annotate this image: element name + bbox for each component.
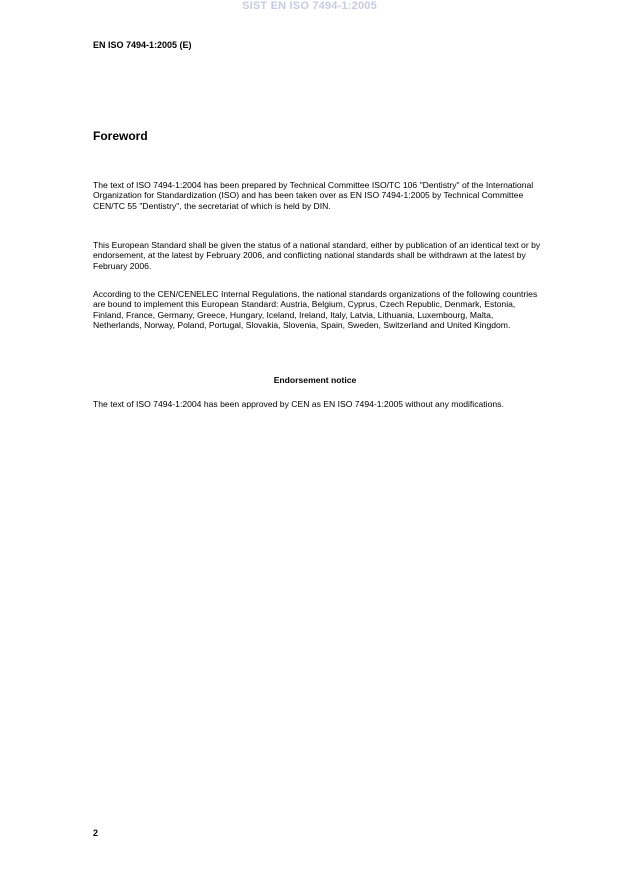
foreword-paragraph-3: According to the CEN/CENELEC Internal Regulations, the national standards organizations of the following countries are bound to implement this European Standard: Austria, Belgium, Cyprus, Czech Republic, Denmark, Estonia, Finland, France, Germany, Greece, Hungary, Iceland, Ireland, Italy, Latvia, Lithuania, Luxembourg, Malta, Netherlands, Norway, Poland, Portugal, Slovakia, Slovenia, Spain, Sweden, Switzerland and United Kingdom.: [93, 289, 538, 331]
document-identifier: EN ISO 7494-1:2005 (E): [93, 40, 192, 50]
foreword-heading: Foreword: [93, 129, 148, 143]
foreword-paragraph-1: The text of ISO 7494-1:2004 has been prepared by Technical Committee ISO/TC 106 "Dentistry" of the International Organization for Standardization (ISO) and has been taken over as EN ISO 7494-1:2005 by Technical Committee CEN/TC 55 "Dentistry", the secretariat of which is held by DIN.: [93, 180, 534, 211]
page-number: 2: [93, 828, 99, 838]
endorsement-notice-text: The text of ISO 7494-1:2004 has been approved by CEN as EN ISO 7494-1:2005 without any modifications.: [93, 399, 504, 409]
watermark: SIST EN ISO 7494-1:2005: [242, 0, 377, 12]
endorsement-notice-heading: Endorsement notice: [273, 375, 357, 385]
foreword-paragraph-2: This European Standard shall be given the status of a national standard, either by publication of an identical text or by endorsement, at the latest by February 2006, and conflicting national standards shall be withdrawn at the latest by February 2006.: [93, 240, 541, 271]
